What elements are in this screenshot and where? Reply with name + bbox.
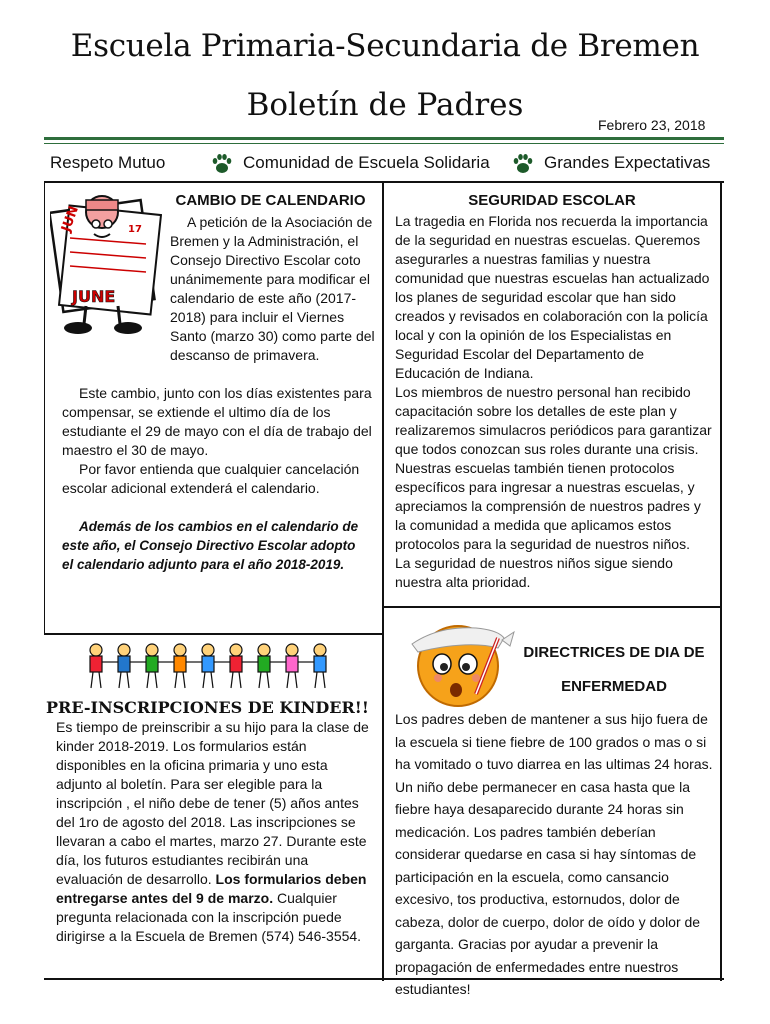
safety-paragraph-3: La seguridad de nuestros niños sigue siendo nuestra alta prioridad. bbox=[395, 555, 673, 590]
illness-section-title-line1: DIRECTRICES DE DIA DE bbox=[523, 644, 705, 661]
section-border bbox=[382, 183, 384, 981]
illness-paragraph: Los padres deben de mantener a sus hijo fuera de la escuela si tiene fiebre de 100 grados o mas o si ha vomitado o tuvo diarrea en las ultimas 24 horas. Un niño debe permanecer en casa hasta que la fiebre haya desaparecido durante 24 horas sin medicación. Los padres también deberían considerar quedarse en casa si hay síntomas de participación en la escuela, como cansancio excesivo, tos productiva, estornudos, dolor de cabeza, dolor de cuerpo, dolor de oído y dolor de garganta. Gracias por ayudar a prevenir la propagación de enfermedades entre nuestros estudiantes! bbox=[395, 711, 713, 997]
section-border bbox=[44, 633, 384, 635]
calendar-paragraph-4: Además de los cambios en el calendario de este año, el Consejo Directivo Escolar adopto el calendario adjunto para el año 2018-2019. bbox=[62, 519, 359, 572]
issue-date: Febrero 23, 2018 bbox=[598, 117, 706, 133]
kinder-body bbox=[56, 718, 376, 946]
header-rule-bottom bbox=[44, 143, 724, 144]
kinder-paragraph: Es tiempo de preinscribir a su hijo para la clase de kinder 2018-2019. Los formularios están disponibles en la oficina primaria y uno esta adjunto al boletín. Para ser elegible para la inscripción , el niño debe de tener (5) años antes del 1ro de agosto del 2018. Las inscripciones se llevaran a cabo el martes, marzo 27. Durante este día, los futuros estudiantes recibirán una evaluación de desarrollo. bbox=[56, 719, 369, 887]
safety-paragraph-1: La tragedia en Florida nos recuerda la importancia de la seguridad en nuestras escuelas. Queremos asegurarles a nuestras familias y nuestra comunidad que nuestras escuelas han actualizado los planes de seguridad escolar que han sido creados y revisados en colaboración con la policía local y con la opinión de los Especialistas en Seguridad Escolar del Departamento de Educación de Indiana. bbox=[395, 213, 710, 381]
svg-text:JUN: JUN bbox=[58, 204, 82, 234]
calendar-paragraph-3: Por favor entienda que cualquier cancelación escolar adicional extenderá el calendario. bbox=[62, 461, 360, 496]
safety-paragraph-2: Los miembros de nuestro personal han recibido capacitación sobre los detalles de este plan y realizaremos simulacros periódicos para garantizar que todos conozcan sus roles durante una crisis. Nuestras escuelas también tienen protocolos específicos para ingresar a nuestras escuelas, y apreciamos la comprensión de nuestros padres y la comunidad a medida que aplicamos estos protocolos para la seguridad de nuestros niños. bbox=[395, 384, 712, 552]
svg-text:17: 17 bbox=[128, 224, 142, 235]
safety-body bbox=[395, 212, 713, 592]
newsletter-title: Boletín de Padres bbox=[246, 87, 524, 123]
kinder-deadline: Los formularios deben entregarse antes del 9 de marzo. bbox=[56, 871, 367, 906]
paw-print-icon bbox=[511, 152, 535, 176]
sick-face-icon bbox=[398, 618, 516, 710]
paw-print-icon bbox=[210, 152, 234, 176]
svg-text:JUNE: JUNE bbox=[72, 287, 116, 306]
school-title: Escuela Primaria-Secundaria de Bremen bbox=[70, 28, 700, 64]
section-border bbox=[720, 183, 722, 981]
section-border bbox=[44, 183, 45, 633]
calendar-paragraph-2: Este cambio, junto con los días existentes para compensar, se extiende el ultimo día de los estudiante el 29 de mayo con el día de trabajo del maestro el 30 de mayo. bbox=[62, 385, 372, 458]
kinder-contact: Cualquier pregunta relacionada con la inscripción puede dirigirse a la Escuela de Bremen (574) 546-3554. bbox=[56, 890, 362, 944]
safety-section-title: SEGURIDAD ESCOLAR bbox=[468, 192, 636, 209]
motto-expectations: Grandes Expectativas bbox=[544, 153, 711, 172]
motto-respect: Respeto Mutuo bbox=[50, 153, 166, 172]
calendar-paragraph-1: A petición de la Asociación de Bremen y la Administración, el Consejo Directivo Escolar coto unánimemente para modificar el calendario de este año (2017-2018) para incluir el Viernes Santo (marzo 30) como parte del descanso de primavera. bbox=[170, 214, 375, 363]
illness-section-title-line2: ENFERMEDAD bbox=[561, 678, 667, 695]
motto-community: Comunidad de Escuela Solidaria bbox=[243, 153, 490, 172]
kids-chain-icon bbox=[80, 642, 350, 692]
kinder-section-title: PRE-INSCRIPCIONES DE KINDER!! bbox=[46, 698, 369, 717]
header-rule-top bbox=[44, 137, 724, 140]
section-border bbox=[44, 181, 724, 183]
section-border bbox=[384, 606, 722, 608]
calendar-section-title: CAMBIO DE CALENDARIO bbox=[175, 192, 366, 209]
